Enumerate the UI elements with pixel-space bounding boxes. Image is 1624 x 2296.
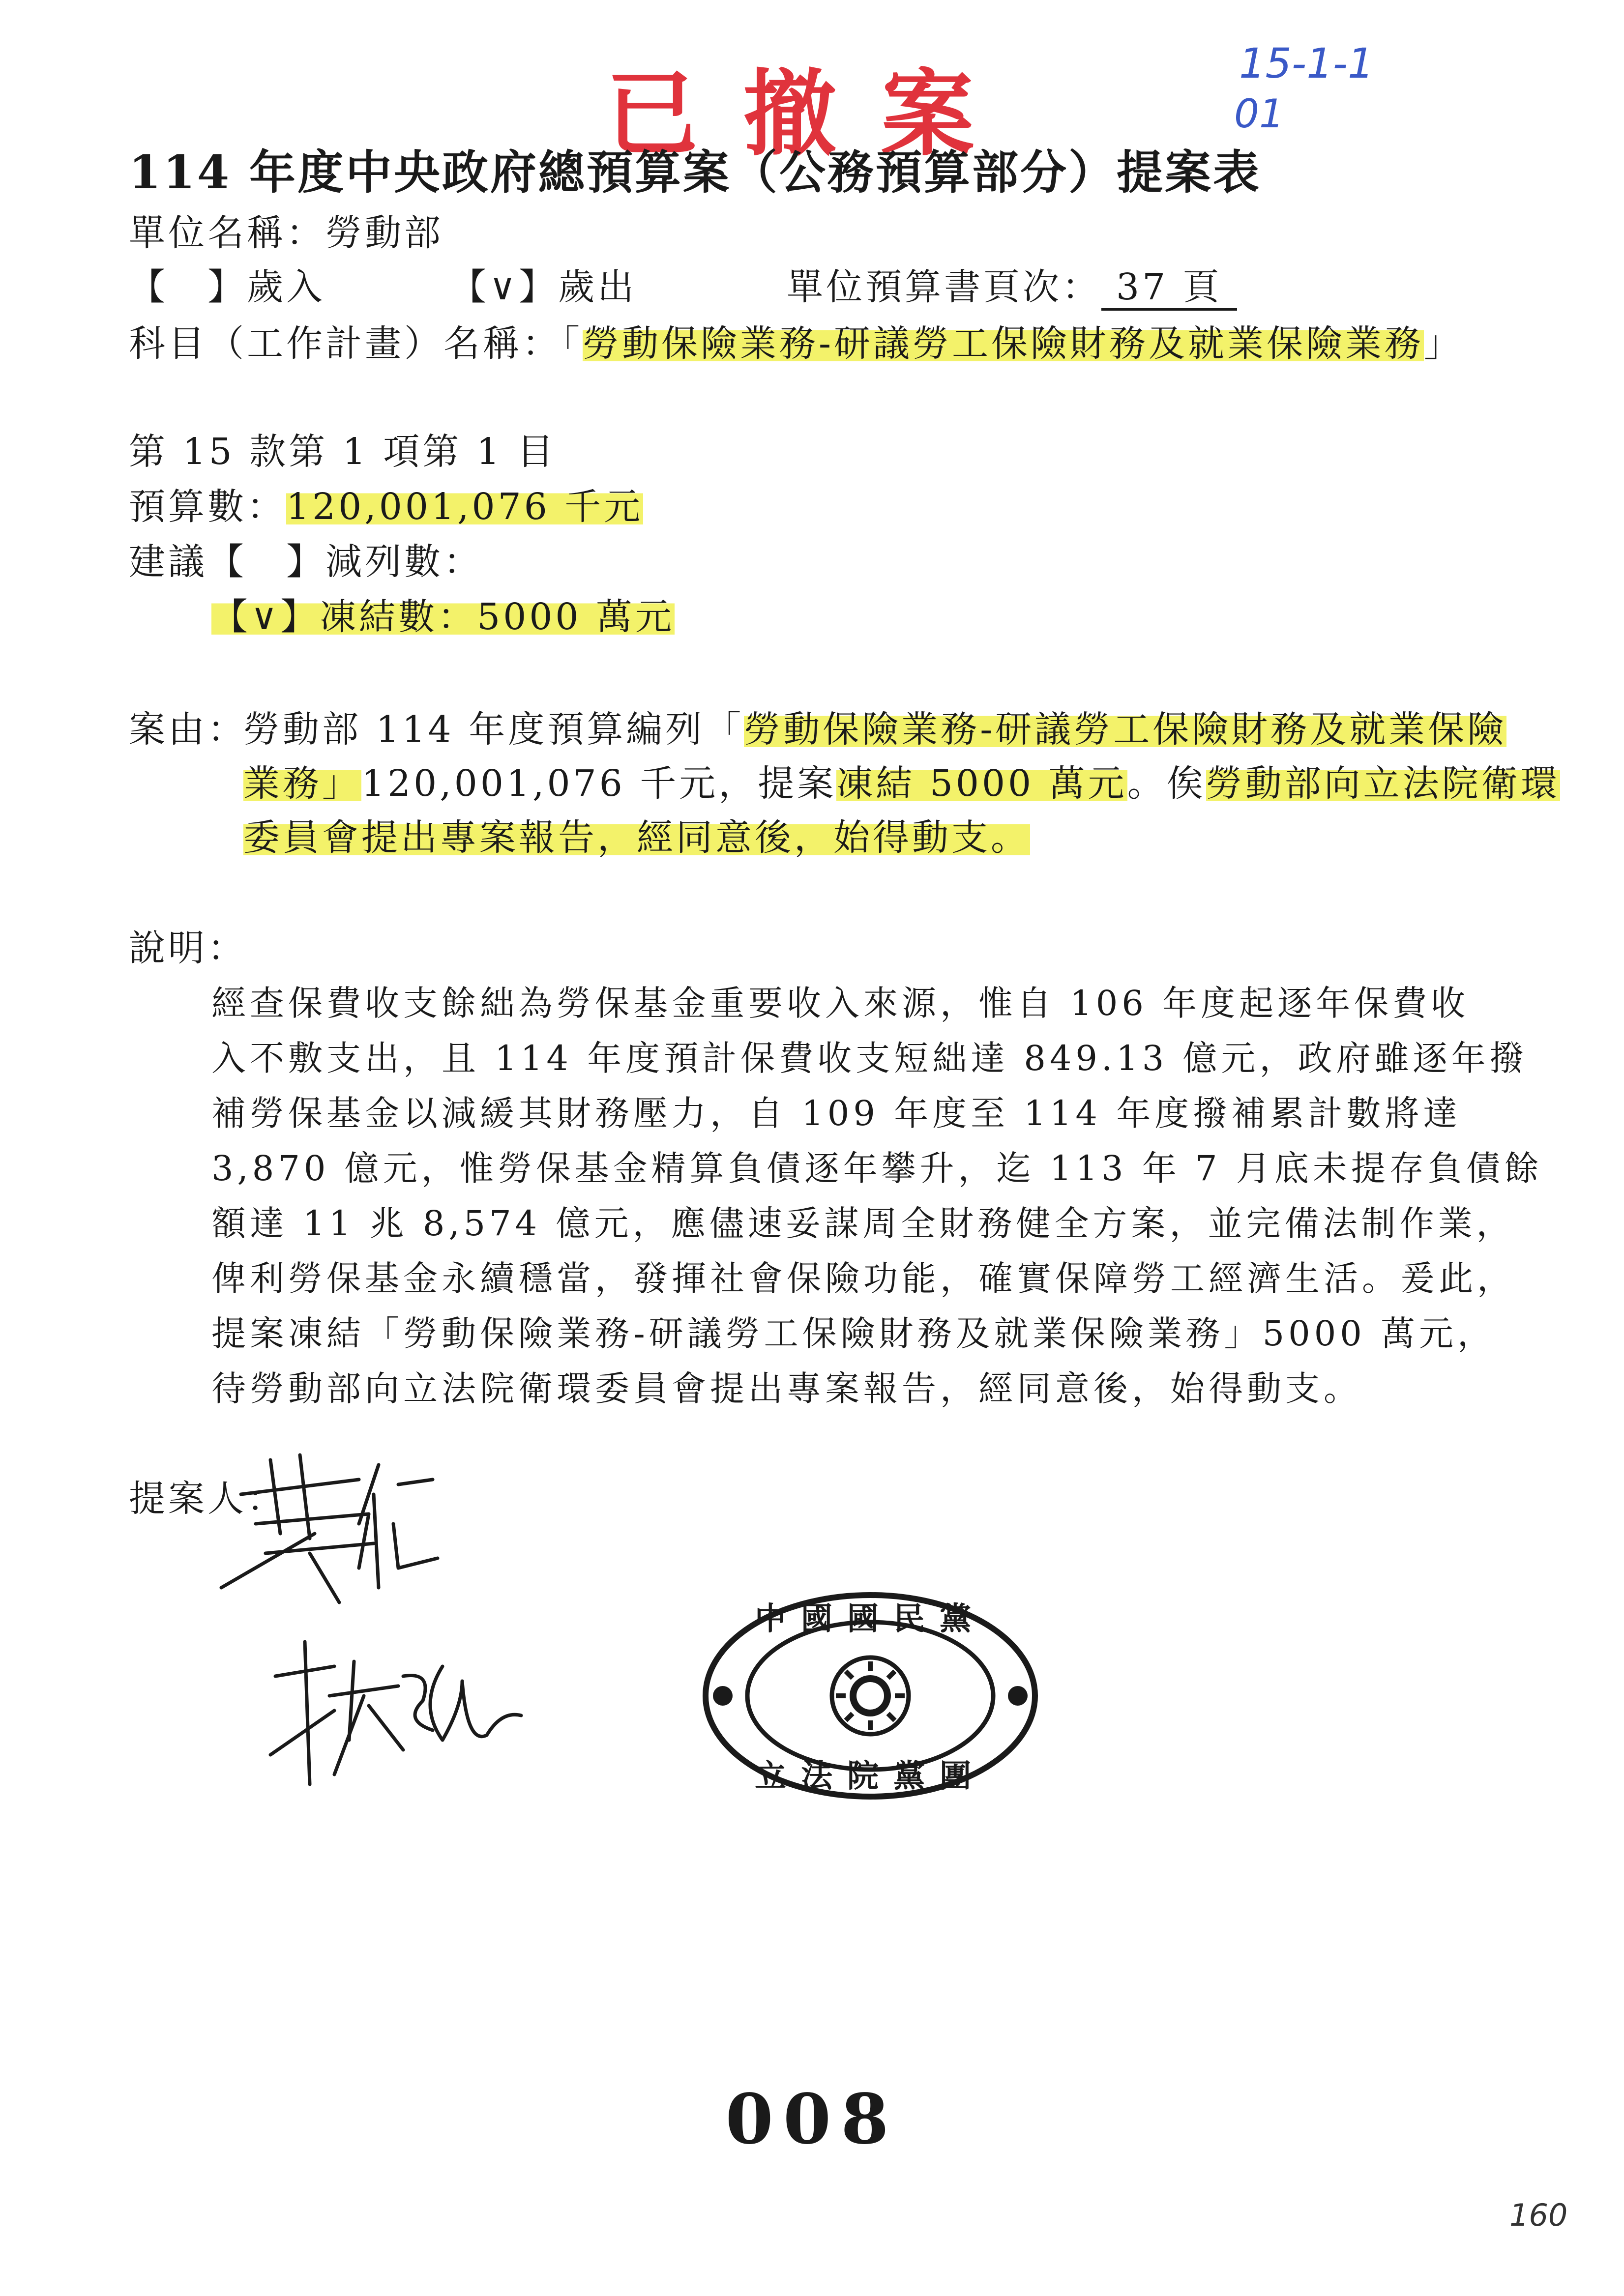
page-reference	[787, 258, 1237, 310]
page-number: 008	[725, 2079, 899, 2160]
handwritten-code-line2: 01	[1234, 91, 1284, 137]
proposer-signature-1	[211, 1440, 443, 1607]
reason-highlight: 勞動保險業務-研議勞工保險財務及就業保險	[744, 708, 1507, 751]
seal-top-text: 中國國民黨	[755, 1600, 986, 1637]
withdrawn-stamp: 已撤案	[605, 59, 1019, 169]
unit-row	[129, 204, 443, 256]
reason-text: 勞動部 114 年度預算編列「	[243, 708, 744, 751]
expense-checkbox: 【∨】歲出	[450, 266, 637, 308]
reason-text: 。俟	[1127, 762, 1206, 805]
explanation-line: 入不敷支出，且 114 年度預計保費收支短絀達 849.13 億元，政府雖逐年撥	[211, 1038, 1528, 1078]
reason-line-1	[243, 700, 1506, 753]
reason-line-3	[243, 809, 1030, 861]
budget-item-line: 第 15 款第 1 項第 1 目	[129, 431, 557, 473]
proposer-signature-2	[256, 1637, 531, 1794]
reason-text: 120,001,076 千元，提案	[361, 762, 837, 805]
subject-value: 勞動保險業務-研議勞工保險財務及就業保險業務	[583, 322, 1424, 365]
reason-highlight: 委員會提出專案報告，經同意後，始得動支。	[243, 816, 1030, 859]
reason-highlight: 凍結 5000 萬元	[836, 762, 1127, 805]
subject-row	[129, 315, 1463, 367]
explanation-line: 額達 11 兆 8,574 億元，應儘速妥謀周全財務健全方案，並完備法制作業，	[211, 1203, 1515, 1244]
explanation-line: 提案凍結「勞動保險業務-研議勞工保險財務及就業保險業務」5000 萬元，	[211, 1313, 1496, 1354]
budget-amount-row	[129, 478, 643, 530]
explanation-line: 待勞動部向立法院衛環委員會提出專案報告，經同意後，始得動支。	[211, 1368, 1362, 1409]
explanation-line: 經查保費收支餘絀為勞保基金重要收入來源，惟自 106 年度起逐年保費收	[211, 983, 1470, 1023]
explanation-line: 3,870 億元，惟勞保基金精算負債逐年攀升，迄 113 年 7 月底未提存負債餘	[211, 1148, 1543, 1189]
explanation-line: 俾利勞保基金永續穩當，發揮社會保險功能，確實保障勞工經濟生活。爰此，	[211, 1258, 1515, 1299]
page-reference-value: 37 頁	[1101, 266, 1237, 311]
income-checkbox: 【 】歲入	[129, 266, 325, 308]
reason-line-2	[243, 755, 1560, 807]
reason-label: 案由：	[129, 708, 247, 751]
budget-amount-value: 120,001,076 千元	[286, 486, 644, 528]
page-reference-label: 單位預算書頁次：	[787, 266, 1101, 308]
seal-bottom-text: 立法院黨團	[755, 1758, 986, 1795]
proposer-label: 提案人：	[129, 1478, 286, 1520]
budget-amount-label: 預算數：	[129, 486, 286, 528]
unit-value: 勞動部	[325, 212, 443, 254]
party-seal	[698, 1588, 1042, 1804]
reason-highlight: 勞動部向立法院衛環	[1206, 762, 1560, 805]
subject-label: 科目（工作計畫）名稱：「	[129, 322, 583, 365]
explanation-label: 說明：	[129, 927, 247, 969]
subject-close: 」	[1424, 322, 1464, 365]
handwritten-corner-note: 160	[1509, 2197, 1568, 2233]
handwritten-code-line1: 15-1-1	[1239, 39, 1374, 87]
reason-highlight: 業務」	[243, 762, 361, 805]
freeze-amount-value: 【∨】凍結數：5000 萬元	[211, 596, 675, 638]
reduction-suggestion: 建議【 】減列數：	[129, 541, 483, 583]
unit-label: 單位名稱：	[129, 212, 325, 254]
explanation-line: 補勞保基金以減緩其財務壓力，自 109 年度至 114 年度撥補累計數將達	[211, 1093, 1462, 1133]
freeze-amount-row	[211, 588, 675, 640]
document-title: 114 年度中央政府總預算案（公務預算部分）提案表	[129, 145, 1261, 200]
